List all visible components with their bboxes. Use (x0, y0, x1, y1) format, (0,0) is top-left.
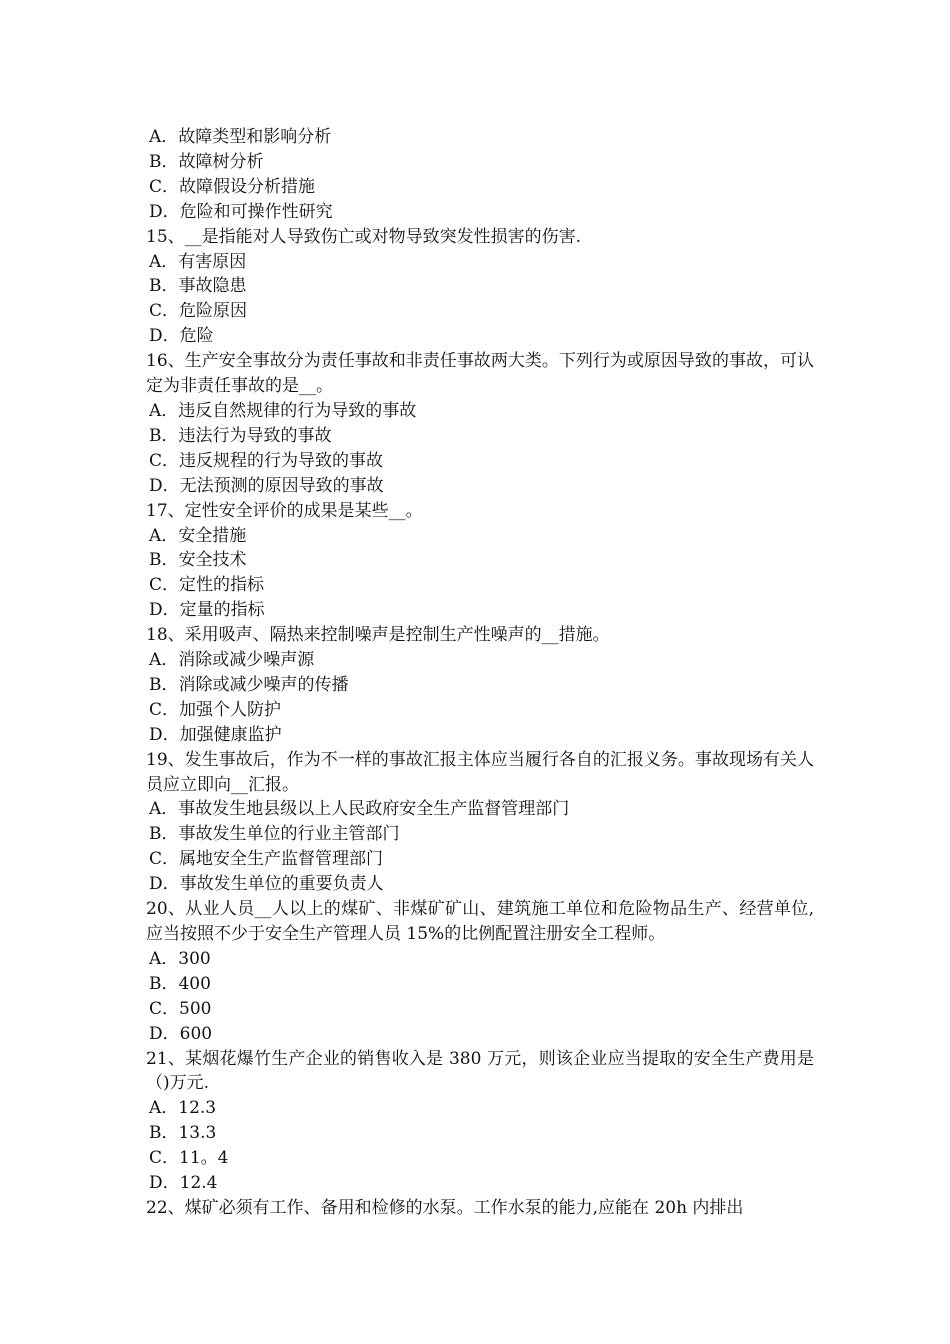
question-15: 15、__是指能对人导致伤亡或对物导致突发性损害的伤害. (146, 226, 582, 247)
question-19: 19、发生事故后，作为不一样的事故汇报主体应当履行各自的汇报义务。事故现场有关人员应立即向__汇报。 (146, 749, 814, 795)
option-line: D．12.4 (149, 1173, 218, 1194)
question-17: 17、定性安全评价的成果是某些__。 (146, 500, 423, 521)
option-line: A．安全措施 (149, 525, 247, 546)
option-line: A．故障类型和影响分析 (149, 127, 332, 147)
option-line: C．500 (149, 998, 212, 1019)
option-line: A．事故发生地县级以上人民政府安全生产监督管理部门 (149, 799, 570, 820)
option-line: B．事故隐患 (149, 276, 247, 297)
option-line: A．有害原因 (149, 251, 247, 272)
option-line: D．定量的指标 (149, 600, 265, 621)
option-line: A．12.3 (149, 1098, 217, 1119)
option-line: D．危险 (149, 326, 214, 347)
question-16: 16、生产安全事故分为责任事故和非责任事故两大类。下列行为或原因导致的事故，可认定为非责任事故的是__。 (146, 351, 814, 397)
option-line: B．违法行为导致的事故 (149, 425, 332, 446)
question-18: 18、采用吸声、隔热来控制噪声是控制生产性噪声的__措施。 (146, 625, 610, 646)
option-line: C．11。4 (149, 1148, 229, 1169)
question-21: 21、某烟花爆竹生产企业的销售收入是 380 万元，则该企业应当提取的安全生产费用是（)万元. (146, 1048, 814, 1094)
option-line: B．消除或减少噪声的传播 (149, 674, 349, 695)
option-line: A．消除或减少噪声源 (149, 650, 315, 671)
option-line: B．故障树分析 (149, 151, 264, 172)
option-line: D．危险和可操作性研究 (149, 201, 333, 222)
option-line: B．13.3 (149, 1123, 217, 1144)
option-line: C．属地安全生产监督管理部门 (149, 849, 384, 870)
option-line: C．故障假设分析措施 (149, 176, 316, 197)
exam-question-list (146, 125, 814, 1221)
option-line: B．安全技术 (149, 550, 247, 571)
option-line: D．加强健康监护 (149, 724, 282, 745)
option-line: D．事故发生单位的重要负责人 (149, 874, 384, 895)
option-line: A．违反自然规律的行为导致的事故 (149, 400, 417, 421)
option-line: C．危险原因 (149, 301, 248, 322)
question-20: 20、从业人员__人以上的煤矿、非煤矿矿山、建筑施工单位和危险物品生产、经营单位,应当按照不少于安全生产管理人员 15%的比例配置注册安全工程师。 (146, 899, 814, 944)
option-line: C．定性的指标 (149, 575, 265, 596)
option-line: C．加强个人防护 (149, 699, 282, 720)
option-line: D．600 (149, 1023, 213, 1044)
option-line: B．400 (149, 973, 211, 994)
option-line: C．违反规程的行为导致的事故 (149, 450, 384, 471)
option-line: D．无法预测的原因导致的事故 (149, 475, 384, 496)
option-line: A．300 (149, 948, 211, 969)
option-line: B．事故发生单位的行业主管部门 (149, 824, 400, 845)
question-22: 22、煤矿必须有工作、备用和检修的水泵。工作水泵的能力,应能在 20h 内排出 (146, 1197, 744, 1218)
